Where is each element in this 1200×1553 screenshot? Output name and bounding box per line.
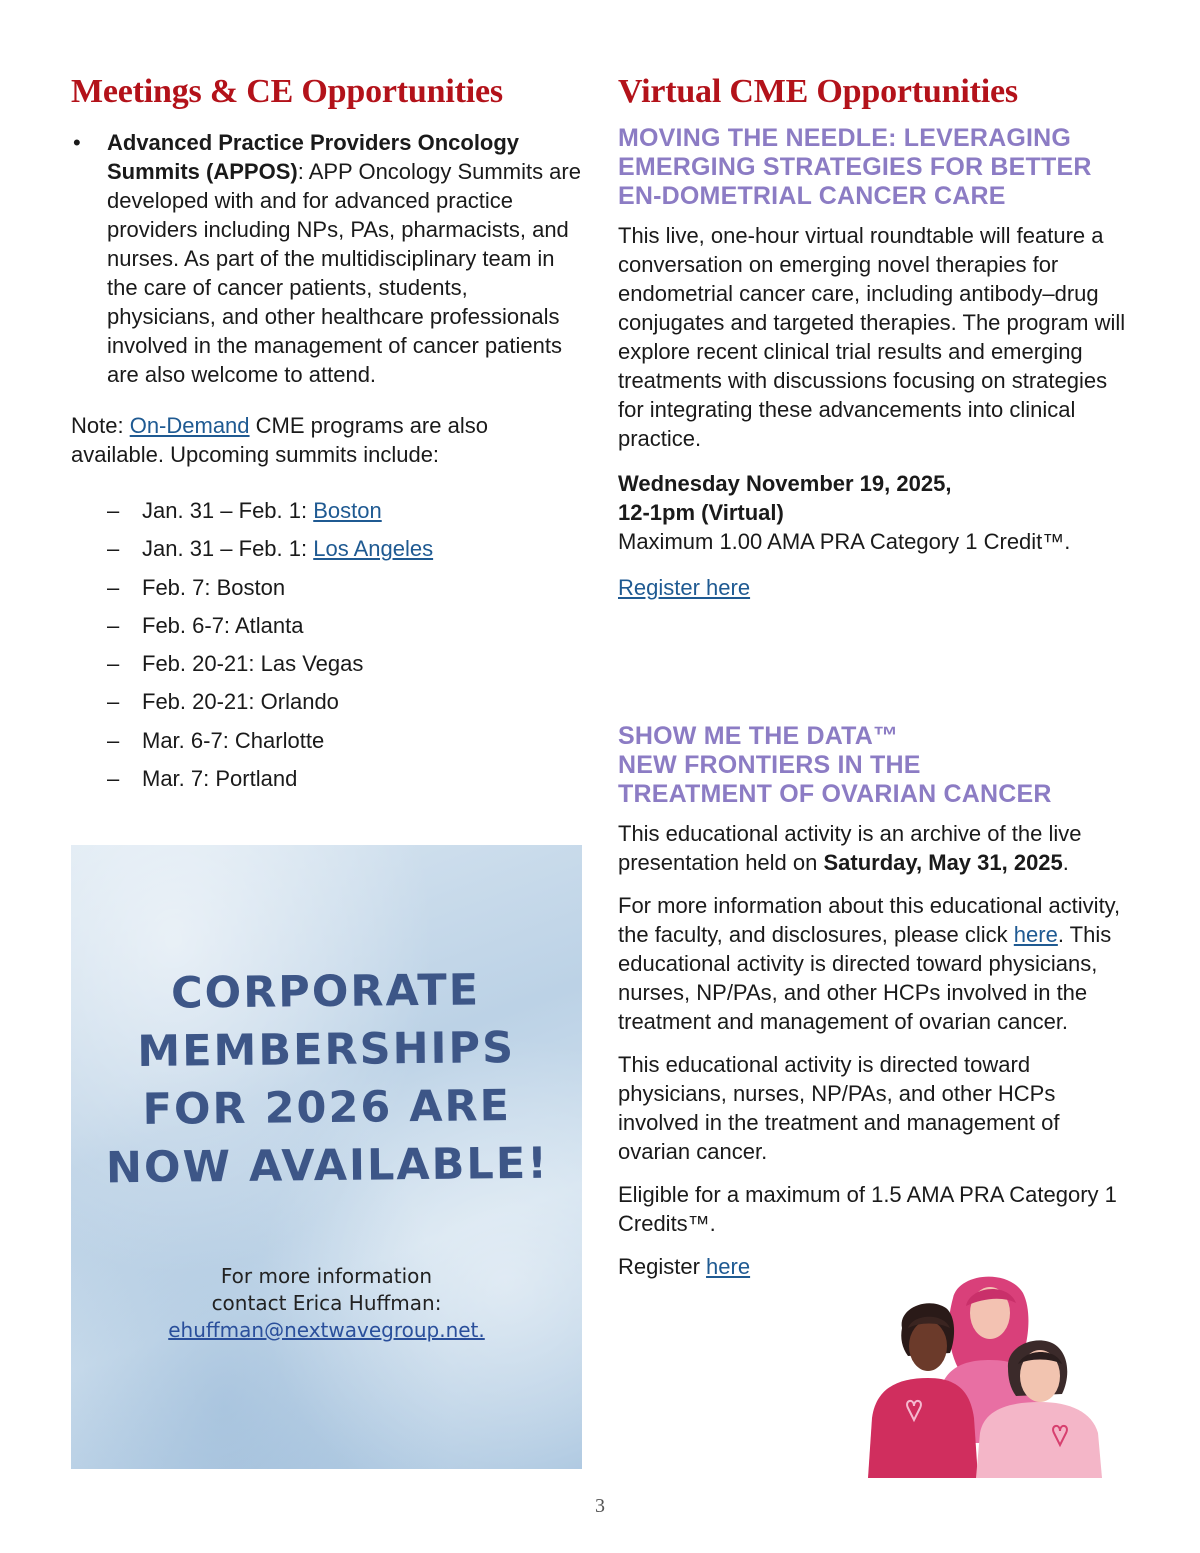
info-prefix: For more information about this educational activity, the faculty, and disclosures, please click xyxy=(618,893,1121,947)
register-prefix: Register xyxy=(618,1254,707,1279)
event2-archive-text xyxy=(618,819,1133,877)
summit-date: Jan. 31 – Feb. 1: xyxy=(142,498,314,523)
promo-info-line: contact Erica Huffman: xyxy=(211,1291,442,1315)
on-demand-link[interactable]: On-Demand xyxy=(129,413,250,438)
summit-date: Jan. 31 – Feb. 1: xyxy=(142,536,314,562)
summit-list xyxy=(71,496,581,802)
event1-description: This live, one-hour virtual roundtable will feature a conversation on emerging novel therapies for endometrial cancer care, including antibody–drug conjugates and targeted therapies. The program will explore recent clinical trial results and emerging treatments with discussions focusing on strategies for integrating these advancements into clinical practice. xyxy=(618,223,1126,451)
appos-title: Advanced Practice Providers Oncology Summits (APPOS) xyxy=(107,130,520,184)
women-ribbon-illustration xyxy=(858,1268,1108,1478)
summit-date: Mar. 6-7: xyxy=(142,727,235,753)
summit-date: Feb. 20-21: xyxy=(142,651,261,677)
corporate-membership-promo xyxy=(71,845,582,1469)
event2-title-line: SHOW ME THE DATA™ xyxy=(618,722,899,750)
summit-city: Atlanta xyxy=(234,612,304,638)
promo-info-line: For more information xyxy=(220,1264,433,1288)
summit-city: Las Vegas xyxy=(260,651,364,677)
page-number: 3 xyxy=(595,1495,605,1517)
event1-time-line: 12-1pm (Virtual) xyxy=(618,500,784,525)
summit-boston-link[interactable]: Boston xyxy=(313,498,382,523)
dash: – xyxy=(107,498,120,523)
summit-item xyxy=(71,496,581,534)
summit-city: Portland xyxy=(215,766,298,792)
summit-item xyxy=(71,726,581,764)
promo-headline xyxy=(70,960,583,1197)
event1-register-link[interactable]: Register here xyxy=(618,575,751,600)
appos-description: : APP Oncology Summits are developed with and for advanced practice providers including NPs, PAs, pharmacists, and nurses. As part of the multidisciplinary team in the care of cancer patients, students, physicians, and other healthcare professionals involved in the management of cancer patients are also welcome to attend. xyxy=(107,159,581,387)
summit-item xyxy=(71,534,581,572)
note-prefix: Note: xyxy=(71,413,130,438)
summit-city: Orlando xyxy=(260,689,339,715)
event1-credit: Maximum 1.00 AMA PRA Category 1 Credit™. xyxy=(618,529,1071,554)
summit-date: Feb. 20-21: xyxy=(142,689,261,715)
summit-item xyxy=(71,649,581,687)
right-column xyxy=(618,70,1133,1281)
summit-los-angeles-link[interactable]: Los Angeles xyxy=(313,536,434,562)
summit-city: Charlotte xyxy=(234,727,325,753)
event2-title xyxy=(618,722,1133,809)
meetings-heading: Meetings & CE Opportunities xyxy=(71,73,503,110)
summit-date: Feb. 7: xyxy=(142,574,217,600)
dash: – xyxy=(107,612,120,638)
info-suffix: . This educational activity is directed toward physicians, nurses, NP/PAs, and other HCPs involved in the treatment and management of ovarian cancer. xyxy=(618,922,1112,1034)
summit-item xyxy=(71,687,581,725)
dash: – xyxy=(107,727,120,753)
summit-item xyxy=(71,573,581,611)
event2-directed-text: This educational activity is directed toward physicians, nurses, NP/PAs, and other HCPs involved in the treatment and management of ovarian cancer. xyxy=(618,1052,1060,1164)
dash: – xyxy=(107,574,120,600)
left-column xyxy=(71,70,581,802)
archive-prefix: This educational activity is an archive of the live presentation held on xyxy=(618,821,1082,875)
promo-headline-line: FOR 2026 ARE xyxy=(142,1081,512,1135)
event2-eligible-text: Eligible for a maximum of 1.5 AMA PRA Category 1 Credits™. xyxy=(618,1182,1117,1236)
event2-info-link[interactable]: here xyxy=(1013,922,1058,947)
event2-info-text xyxy=(618,891,1133,1036)
summit-item xyxy=(71,611,581,649)
virtual-cme-heading: Virtual CME Opportunities xyxy=(618,73,1018,110)
promo-headline-line: MEMBERSHIPS xyxy=(137,1023,516,1077)
event2-title-line: TREATMENT OF OVARIAN CANCER xyxy=(618,780,1052,808)
event2-title-line: NEW FRONTIERS IN THE xyxy=(618,751,921,779)
archive-suffix: . xyxy=(1062,850,1069,875)
promo-contact xyxy=(71,1263,582,1344)
summit-item xyxy=(71,764,581,802)
event2-archive-date: Saturday, May 31, 2025 xyxy=(823,850,1063,875)
note-paragraph xyxy=(71,411,581,469)
summit-city: Boston xyxy=(216,574,286,600)
promo-email-link[interactable]: ehuffman@nextwavegroup.net. xyxy=(168,1318,485,1342)
promo-headline-line: NOW AVAILABLE! xyxy=(105,1138,550,1194)
bullet-icon: • xyxy=(73,130,81,155)
event1-title: MOVING THE NEEDLE: LEVERAGING EMERGING STRATEGIES FOR BETTER EN-DOMETRIAL CANCER CARE xyxy=(618,124,1092,210)
note-suffix: CME programs are also available. Upcoming summits include: xyxy=(71,413,488,467)
event1-date-line: Wednesday November 19, 2025, xyxy=(618,471,952,496)
dash: – xyxy=(107,651,120,677)
appos-bullet xyxy=(71,128,581,389)
summit-date: Mar. 7: xyxy=(142,766,216,792)
dash: – xyxy=(107,689,120,715)
dash: – xyxy=(107,536,120,562)
event1-date xyxy=(618,469,1133,527)
dash: – xyxy=(107,766,120,792)
event2-register-link[interactable]: here xyxy=(706,1254,751,1279)
summit-date: Feb. 6-7: xyxy=(142,612,235,638)
promo-headline-line: CORPORATE xyxy=(170,965,481,1019)
